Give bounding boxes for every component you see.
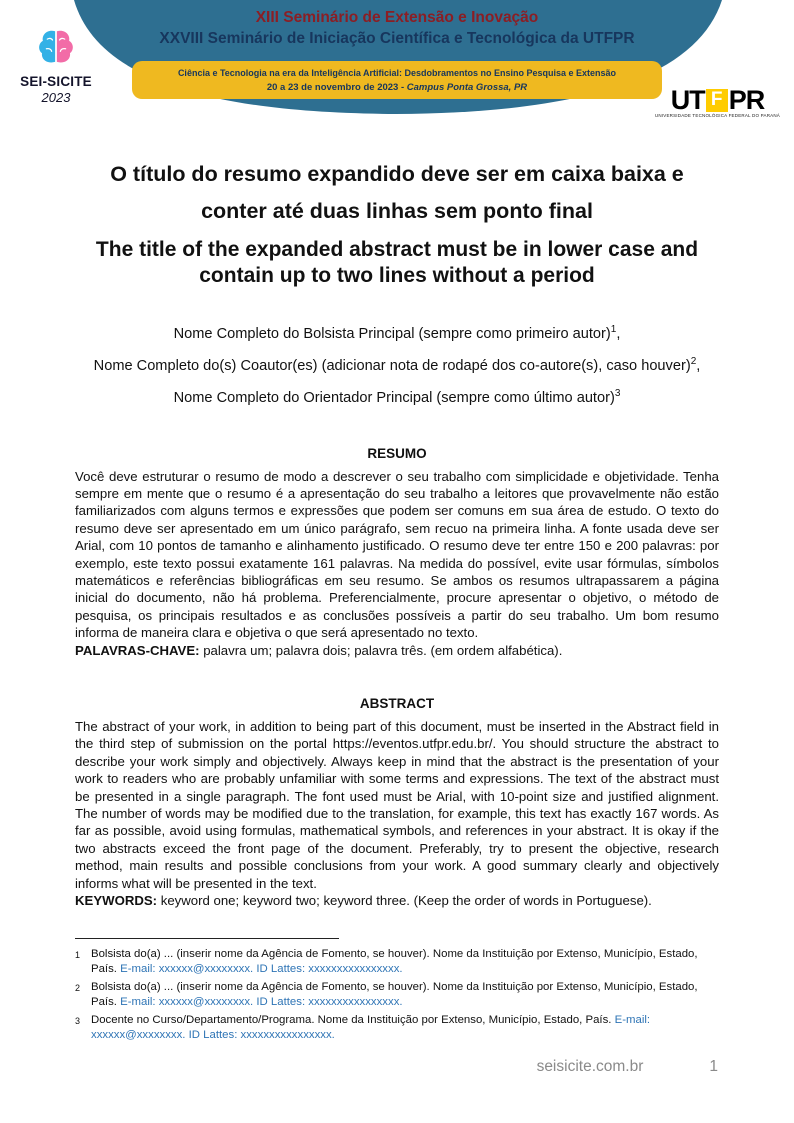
- seisicite-logo-title: SEI-SICITE: [20, 74, 92, 89]
- utfpr-logo: [654, 85, 780, 118]
- palavras-chave-text: palavra um; palavra dois; palavra três. (em ordem alfabética).: [199, 642, 563, 658]
- title-portuguese: [75, 156, 719, 230]
- footnote-1-body: Bolsista do(a) ... (inserir nome da Agência de Fomento, se houver). Nome da Instituição por Extenso, Município, Estado, País.: [91, 948, 698, 975]
- abstract-heading: ABSTRACT: [359, 696, 435, 712]
- footnote-3-body: Docente no Curso/Departamento/Programa. Nome da Instituição por Extenso, Município, Estado, País.: [91, 1014, 615, 1027]
- footnote-2-text: [91, 980, 724, 1009]
- footnote-3-text: [91, 1013, 724, 1042]
- utfpr-logo-text-right: PR: [728, 85, 765, 115]
- event-dates: [144, 82, 650, 93]
- author-line-2: [75, 348, 719, 380]
- author-1-suffix: ,: [616, 325, 621, 342]
- theme-banner-text: Ciência e Tecnologia na era da Inteligência Artificial: Desdobramentos no Ensino Pesquisa e Extensão: [177, 68, 617, 78]
- title-english-line1: The title of the expanded abstract must be in lower case and: [95, 238, 699, 261]
- footnote-3-email-link[interactable]: E-mail: xxxxxx@xxxxxxxx. ID Lattes: xxxxxxxxxxxxxxxx.: [91, 1014, 651, 1041]
- footnote-2: [75, 980, 724, 1009]
- footnotes-block: [75, 938, 724, 1047]
- author-1-name: Nome Completo do Bolsista Principal (sempre como primeiro autor): [173, 325, 611, 342]
- theme-banner: [132, 61, 662, 99]
- author-3-footnote-ref: 3: [614, 387, 621, 399]
- seisicite-logo-year: 2023: [41, 90, 71, 105]
- footnote-3-number: 3: [75, 1016, 81, 1027]
- utfpr-logo-caption: UNIVERSIDADE TECNOLÓGICA FEDERAL DO PARANÁ: [654, 113, 780, 118]
- footnote-1-email-link[interactable]: E-mail: xxxxxx@xxxxxxxx. ID Lattes: xxxxxxxxxxxxxxxx.: [120, 962, 403, 975]
- palavras-chave-label: PALAVRAS-CHAVE:: [75, 642, 200, 658]
- keywords-label: KEYWORDS:: [75, 893, 158, 909]
- title-english-line2: contain up to two lines without a period: [199, 264, 595, 287]
- author-2-suffix: ,: [696, 357, 701, 374]
- document-body: [0, 156, 794, 910]
- event-campus-text: Campus Ponta Grossa, PR: [406, 82, 528, 93]
- footnote-1: [75, 947, 724, 976]
- seminar-title-line1: XIII Seminário de Extensão e Inovação: [255, 9, 539, 26]
- header: [0, 0, 794, 134]
- resumo-heading: RESUMO: [367, 445, 427, 461]
- abstract-paragraph: [75, 718, 719, 909]
- utfpr-logo-yellow-square: F: [706, 89, 728, 112]
- page-footer: [0, 1058, 794, 1076]
- footnote-2-body: Bolsista do(a) ... (inserir nome da Agência de Fomento, se houver). Nome da Instituição por Extenso, Município, Estado, País.: [91, 981, 698, 1008]
- author-line-1: [75, 316, 719, 348]
- title-portuguese-line1: O título do resumo expandido deve ser em caixa baixa e: [110, 162, 684, 186]
- footnote-1-number: 1: [75, 950, 81, 960]
- seminar-title-line2: XXVIII Seminário de Iniciação Científica e Tecnológica da UTFPR: [159, 30, 635, 47]
- event-dates-text: 20 a 23 de novembro de 2023 -: [266, 82, 407, 93]
- footnote-1-text: [91, 947, 724, 976]
- author-1-footnote-ref: 1: [610, 324, 617, 335]
- abstract-text: The abstract of your work, in addition to being part of this document, must be inserted in the Abstract field in the third step of submission on the portal https://eventos.utfpr.edu.br/. You should structure the abstract to describe your work simply and objectively. Always keep in mind that the abstract is the presentation of your work to readers who are probably unfamiliar with some terms and expressions. The text of the abstract must be presented in a single paragraph. The font used must be Arial, with 10-point size and justified alignment. The number of words may be modified due to the translation, for example, this text has exactly 167 words. As far as possible, avoid using formulas, mathematical symbols, and references in your abstract. It is okay if the two abstracts exceed the front page of the document. Preferably, try to present the objective, research method, main results and possible conclusions from your work. A good summary clearly and objectively informs what will be presented in the text.: [75, 719, 719, 891]
- footnote-3: [75, 1013, 724, 1042]
- title-english: [75, 237, 719, 289]
- author-2-footnote-ref: 2: [690, 355, 697, 367]
- footer-page-number: 1: [709, 1058, 718, 1075]
- author-3-name: Nome Completo do Orientador Principal (sempre como último autor): [173, 389, 615, 406]
- author-line-3: [75, 380, 719, 412]
- brain-icon: [33, 26, 79, 68]
- keywords-text: keyword one; keyword two; keyword three. (Keep the order of words in Portuguese).: [157, 893, 652, 909]
- authors-block: [75, 316, 719, 412]
- resumo-paragraph: [75, 468, 719, 659]
- footnote-2-email-link[interactable]: E-mail: xxxxxx@xxxxxxxx. ID Lattes: xxxxxxxxxxxxxxxx.: [120, 995, 403, 1008]
- footnote-separator-rule: [75, 938, 339, 939]
- author-2-name: Nome Completo do(s) Coautor(es) (adicionar nota de rodapé dos co-autore(s), caso houver): [93, 357, 691, 374]
- footer-site-url[interactable]: seisicite.com.br: [536, 1058, 644, 1075]
- seisicite-logo: [8, 26, 104, 105]
- footnote-2-number: 2: [75, 983, 81, 994]
- resumo-text: Você deve estruturar o resumo de modo a descrever o seu trabalho com simplicidade e objetividade. Tenha sempre em mente que o resumo é a apresentação do seu trabalho a leitores que provavelmente não estão familiarizados com alguns termos e expressões que podem ser comuns em sua área de estudo. O texto do resumo deve ser apresentado em um único parágrafo, sem recuo na primeira linha. A fonte usada deve ser Arial, com 10 pontos de tamanho e alinhamento justificado. O resumo deve ter entre 150 e 200 palavras: por exemplo, este texto possui exatamente 161 palavras. Na medida do possível, evite usar fórmulas, símbolos matemáticos e referências bibliográficas em seu resumo. Se ambos os resumos ultrapassarem a página inicial do documento, não há problema. Preferencialmente, procure apresentar o objetivo, o método de pesquisa, os principais resultados e as conclusões possíveis a partir do seu trabalho. Um bom resumo informa de maneira clara e objetiva o que será apresentado no texto.: [75, 468, 719, 641]
- utfpr-logo-row: [655, 85, 780, 115]
- title-portuguese-line2: conter até duas linhas sem ponto final: [201, 199, 593, 223]
- utfpr-logo-text-left: UT: [670, 85, 705, 115]
